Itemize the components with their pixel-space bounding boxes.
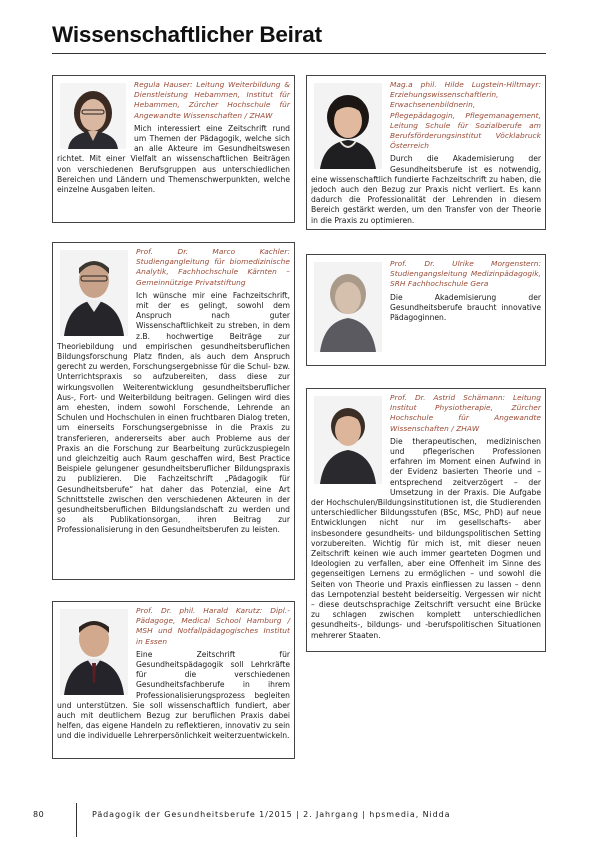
member-statement: Die Akademisierung der Gesundheitsberufe braucht innovative Pädagoginnen.: [390, 292, 541, 323]
member-role: Dipl.-Pädagoge, Medical School Hamburg / MSH und Notfallpädagogisches Institut in Essen: [136, 606, 291, 646]
member-name: Regula Hauser:: [134, 80, 193, 89]
member-card-kachler: [52, 242, 295, 580]
member-name: Prof. Dr. phil. Harald Karutz:: [136, 606, 263, 615]
member-role: Studiengangleitung für biomedizinische Analytik, Fachhochschule Kärnten – Gemeinnützige Privatstiftung: [136, 257, 290, 287]
member-statement: Mich interessiert eine Zeitschrift rund um Themen der Pädagogik, welche sich an alle Akteure im Gesundheitswesen richtet. Mit einer Vielfalt an wissenschaftlichen Beiträgen von verschiedenen Berufsgruppen aus unterschiedlichen Bereichen und Ländern und Themenschwerpunkten, welche einzelne Ausgaben leiten.: [57, 123, 290, 195]
title-divider: [52, 53, 546, 54]
footer-journal-info: Pädagogik der Gesundheitsberufe 1/2015 | 2. Jahrgang | hpsmedia, Nidda: [92, 810, 451, 819]
portrait-photo: [60, 83, 126, 149]
member-statement: Ich wünsche mir eine Fachzeitschrift, mit der es gelingt, sowohl dem Anspruch nach guter Wissenschaftlichkeit zu streben, in dem z.B. hochwertige Beiträge zur Theoriebildung und empirischen gesundheitsberuflichen Bildungsforschung Platz finden, als auch dem Anspruch gerecht zu werden, Forschungsergebnisse für die Schul- bzw. Unterrichtspraxis so aufzubereiten, dass diese zur wirkungsvollen Weiterentwicklung gesundheitsberuflicher Aus-, Fort- und Weiterbildung beitragen. Gelingen wird dies am ehesten, indem sowohl Forschende, Lehrende an Schulen und Hochschulen in einen fruchtbaren Dialog treten, um einerseits Forschungsergebnisse in die Praxis zu transferieren, andererseits aber auch Probleme aus der Praxis an die Forschung zur Bearbeitung zurückzuspiegeln und gleichzeitig auch Raum geschaffen wird, Best Practice Beispiele gelungener gesundheitsberuflicher Bildungspraxis zu publizieren. Die Fachzeitschrift „Pädagogik für Gesundheitsberufe“ hat daher das Potenzial, eine Art Schnittstelle zwischen den verschiedenen Akteuren in der gesundheitsberuflichen Bildungslandschaft zu werden und so als Publikationsorgan, ihren Beitrag zur Professionalisierung in den Gesundheitsberufen zu leisten.: [57, 290, 290, 535]
member-name: Prof. Dr. Marco Kachler:: [136, 247, 290, 256]
member-card-hauser: [52, 75, 295, 223]
member-statement: Durch die Akademisierung der Gesundheitsberufe ist es notwendig, eine wissenschaftlich fundierte Fachzeitschrift zu haben, die jedoch auch den Bezug zur Praxis nicht verliert. Es kann dadurch die Professionalität der Lehrenden in diesem Bereich gestärkt werden, um den Transfer von der Theorie in die Praxis zu optimieren.: [311, 154, 541, 225]
member-role: Erziehungswissenschaftlerin, Erwachsenenbildnerin, Pflegepädagogin, Pflegemanagement, Leitung Schule für Sozialberufe am Berufsförderungsinstitut Vöcklabruck Österreich: [390, 90, 541, 151]
member-card-morgenstern: [306, 254, 546, 366]
portrait-photo: [60, 609, 128, 695]
portrait-photo: [60, 250, 128, 336]
member-statement: Die therapeutischen, medizinischen und pflegerischen Professionen erfahren im Moment einen Aufwind in der Evidenz basierten Theorie und – entsprechend zeitverzögert – der Umsetzung in der Praxis. Die Aufgabe der Hochschulen/Bildungsinstitutionen ist, die Studierenden unterschiedlicher Bildungsstufen (BSc, MSc, PhD) auf neue Entwicklungen nicht nur im gesellschafts- aber insbesondere gesundheits- und bildungspolitischen Setting vorzubereiten. Wichtig für mich ist, mit dieser neuen Zeitschrift keinen wie auch immer gearteten Dogmen und Ideologien zu verfallen, aber eine Offenheit im Sinne des gegenseitigen Lernens zu ermöglichen – und sowohl die Seiten von Theorie und Praxis einfliessen zu lassen – denn das Lernpotenzial besteht beiderseitig. Vergessen wir nicht – diese deutschsprachige Zeitschrift versucht eine Brücke zu schlagen zwischen komplett unterschiedlichen gesundheits-, bildungs- und -berufspolitischen Situationen mehrerer Staaten.: [311, 436, 541, 640]
portrait-photo: [314, 262, 382, 352]
member-card-karutz: [52, 601, 295, 759]
member-card-lugstein-hiltmayr: [306, 75, 546, 230]
portrait-photo: [314, 396, 382, 484]
member-card-schaemann: [306, 388, 546, 652]
member-role: Leitung Weiterbildung & Dienstleistung Hebammen, Institut für Hebammen, Zürcher Hochschule für Angewandte Wissenschaften / ZHAW: [134, 80, 291, 120]
page-title: Wissenschaftlicher Beirat: [52, 22, 322, 47]
portrait-photo: [314, 83, 382, 169]
member-role: Leitung Institut Physiotherapie, Zürcher Hochschule für Angewandte Wissenschaften / ZHAW: [390, 393, 541, 433]
page-number: 80: [33, 810, 45, 819]
member-name: Mag.a phil. Hilde Lugstein-Hiltmayr:: [390, 80, 541, 89]
member-name: Prof. Dr. Ulrike Morgenstern:: [390, 259, 541, 268]
footer-divider: [76, 803, 77, 837]
member-name: Prof. Dr. Astrid Schämann:: [390, 393, 506, 402]
member-role: Studiengangsleitung Medizinpädagogik, SRH Fachhochschule Gera: [390, 269, 541, 289]
member-statement: Eine Zeitschrift für Gesundheitspädagogik soll Lehrkräfte für die verschiedenen Gesundheitsfachberufe in ihrem Professionalisierungsprozess begleiten und unterstützen. Sie soll wissenschaftlich fundiert, aber auch mit deutlichem Bezug zur beruflichen Praxis dabei helfen, das eigene Handeln zu reflektieren, innovativ zu sein und die individuelle Lehrerpersönlichkeit weiterzuentwickeln.: [57, 649, 290, 741]
